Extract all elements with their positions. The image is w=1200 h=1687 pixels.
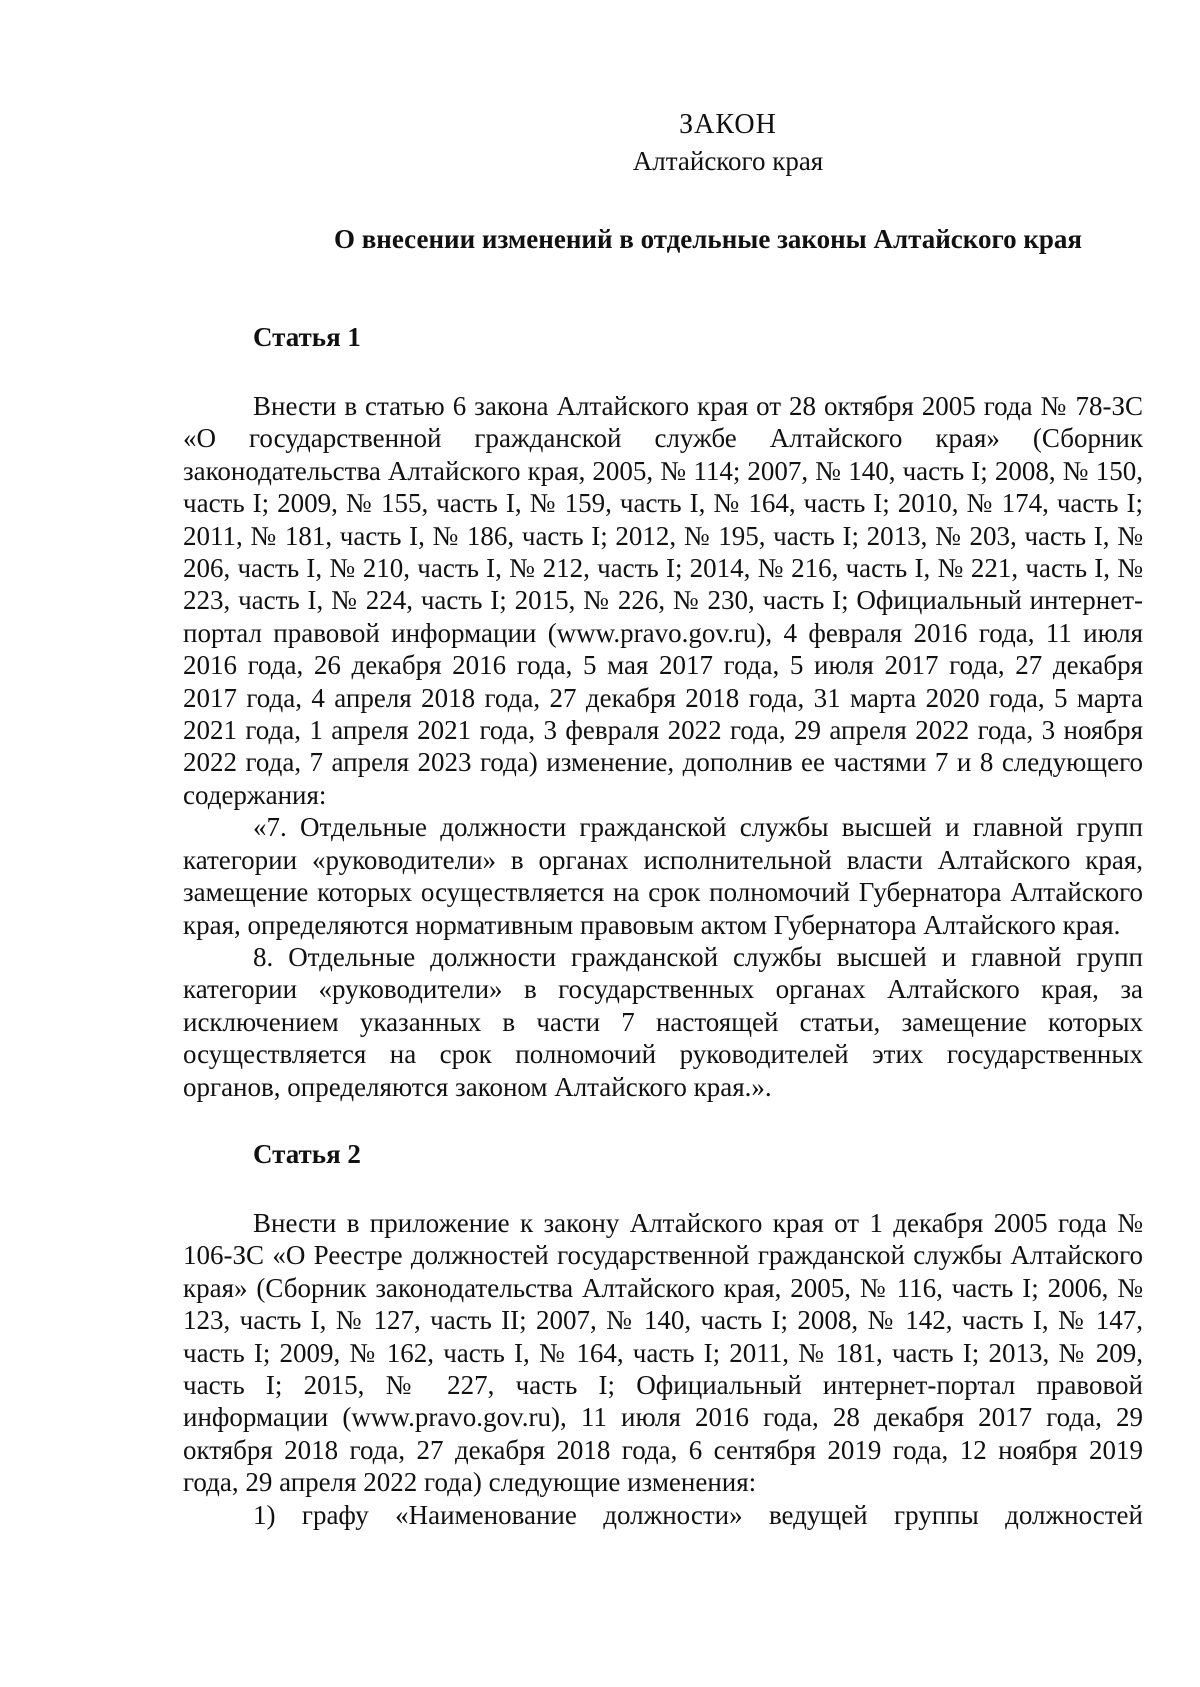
document-body — [183, 108, 1143, 1531]
article-1-paragraph: Внести в статью 6 закона Алтайского края от 28 октября 2005 года № 78-ЗС «О государственной гражданской службе Алтайского края» (Сборник законодательства Алтайского края, 2005, № 114; 2007, № 140, часть I; 2008, № 150, часть I; 2009, № 155, часть I, № 159, часть I, № 164, часть I; 2010, № 174, часть I; 2011, № 181, часть I, № 186, часть I; 2012, № 195, часть I; 2013, № 203, часть I, № 206, часть I, № 210, часть I, № 212, часть I; 2014, № 216, часть I, № 221, часть I, № 223, часть I, № 224, часть I; 2015, № 226, № 230, часть I; Официальный интернет-портал правовой информации (www.pravo.gov.ru), 4 февраля 2016 года, 11 июля 2016 года, 26 декабря 2016 года, 5 мая 2017 года, 5 июля 2017 года, 27 декабря 2017 года, 4 апреля 2018 года, 27 декабря 2018 года, 31 марта 2020 года, 5 марта 2021 года, 1 апреля 2021 года, 3 февраля 2022 года, 29 апреля 2022 года, 3 ноября 2022 года, 7 апреля 2023 года) изменение, дополнив ее частями 7 и 8 следующего содержания: — [183, 391, 1143, 810]
article-2-paragraph: Внести в приложение к закону Алтайского края от 1 декабря 2005 года № 106-ЗС «О Реестре должностей государственной гражданской службы Алтайского края» (Сборник законодательства Алтайского края, 2005, № 116, часть I; 2006, № 123, часть I, № 127, часть II; 2007, № 140, часть I; 2008, № 142, часть I, № 147, часть I; 2009, № 162, часть I, № 164, часть I; 2011, № 181, часть I; 2013, № 209, часть I; 2015, № 227, часть I; Официальный интернет-портал правовой информации (www.pravo.gov.ru), 11 июля 2016 года, 28 декабря 2017 года, 29 октября 2018 года, 27 декабря 2018 года, 6 сентября 2019 года, 12 ноября 2019 года, 29 апреля 2022 года) следующие изменения: — [183, 1207, 1143, 1498]
article-1-part-7: «7. Отдельные должности гражданской службы высшей и главной групп категории «руководители» в органах исполнительной власти Алтайского края, замещение которых осуществляется на срок полномочий Губернатора Алтайского края, определяются нормативным правовым актом Губернатора Алтайского края. — [183, 812, 1143, 940]
article-2-item-1: 1) графу «Наименование должности» ведущей группы должностей — [253, 1499, 1143, 1530]
article-1-part-8: 8. Отдельные должности гражданской службы высшей и главной групп категории «руководители» в государственных органах Алтайского края, за исключением указанных в части 7 настоящей статьи, замещение которых осуществляется на срок полномочий руководителей этих государственных органов, определяются законом Алтайского края.». — [183, 941, 1143, 1102]
law-region: Алтайского края — [632, 146, 824, 176]
article-2-heading: Статья 2 — [253, 1138, 361, 1169]
article-1-heading: Статья 1 — [253, 322, 361, 352]
document-title: О внесении изменений в отдельные законы Алтайского края — [333, 224, 1083, 254]
law-heading: ЗАКОН — [679, 109, 777, 140]
